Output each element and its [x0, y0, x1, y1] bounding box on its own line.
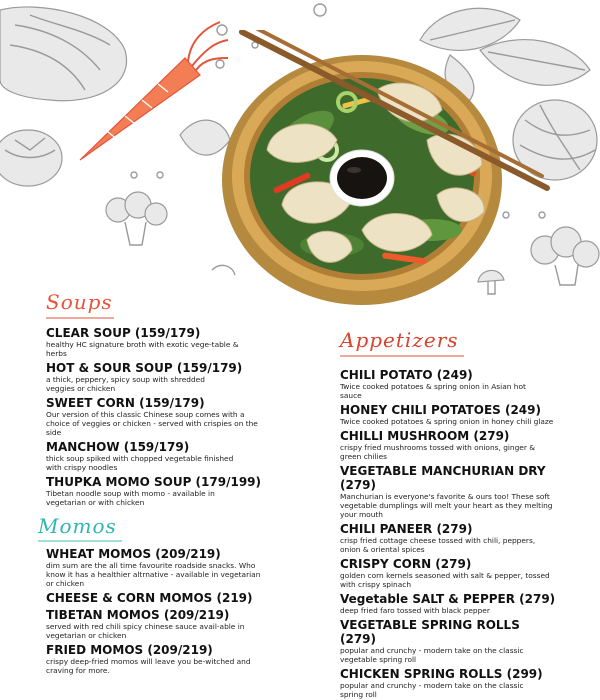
menu-item — [340, 592, 560, 615]
tomato-sketch-icon — [0, 130, 62, 186]
item-desc: Manchurian is everyone's favorite & ours too! These soft vegetable dumplings will melt your heart as they melting your mouth — [340, 492, 553, 519]
momos-heading-underline — [38, 540, 122, 542]
item-desc: popular and crunchy - modern take on the classic spring roll — [340, 681, 524, 699]
item-desc: Our version of this classic Chinese soup comes with a choice of veggies or chicken - served with crispies on the side — [46, 410, 258, 437]
item-desc: served with red chili spicy chinese sauce avail-able in vegetarian or chicken — [46, 622, 245, 640]
item-name: FRIED MOMOS (209/219) — [46, 643, 213, 657]
menu-item — [46, 440, 286, 472]
item-name: TIBETAN MOMOS (209/219) — [46, 608, 230, 622]
momos-list — [46, 547, 286, 678]
item-name: CHILI POTATO (249) — [340, 368, 473, 382]
item-name: CRISPY CORN (279) — [340, 557, 472, 571]
item-name: CHEESE & CORN MOMOS (219) — [46, 591, 253, 605]
item-desc: thick soup spiked with chopped vegetable finished with crispy noodles — [46, 454, 234, 472]
menu-item — [340, 557, 560, 589]
item-name: CHICKEN SPRING ROLLS (299) — [340, 667, 543, 681]
item-name: Vegetable SALT & PEPPER (279) — [340, 592, 556, 606]
menu-item — [46, 547, 286, 588]
item-desc: Twice cooked potatoes & spring onion in honey chili glaze — [340, 417, 554, 426]
appetizers-list — [340, 368, 560, 700]
item-desc: golden corn kernels seasoned with salt & pepper, tossed with crispy spinach — [340, 571, 550, 589]
menu-item — [340, 618, 560, 664]
menu-item — [340, 368, 560, 400]
momo-steamer-image — [212, 30, 552, 310]
item-name: WHEAT MOMOS (209/219) — [46, 547, 221, 561]
item-desc: a thick, peppery, spicy soup with shredded veggies or chicken — [46, 375, 205, 393]
item-name: HOT & SOUR SOUP (159/179) — [46, 361, 243, 375]
cabbage-sketch-icon — [0, 7, 127, 101]
item-name: VEGETABLE SPRING ROLLS (279) — [340, 618, 520, 646]
item-desc: Tibetan noodle soup with momo - available in vegetarian or with chicken — [46, 489, 215, 507]
menu-item — [340, 464, 560, 519]
menu-item — [340, 522, 560, 554]
item-desc: deep fried faro tossed with black pepper — [340, 606, 490, 615]
momos-heading: Momos — [38, 514, 117, 538]
item-name: CHILI PANEER (279) — [340, 522, 473, 536]
broccoli-sketch-icon — [106, 192, 167, 245]
appetizers-heading: Appetizers — [340, 328, 459, 352]
item-desc: crispy deep-fried momos will leave you be-witched and craving for more. — [46, 657, 251, 675]
item-desc: healthy HC signature broth with exotic vege-table & herbs — [46, 340, 239, 358]
menu-item — [46, 326, 286, 358]
menu-item — [340, 403, 560, 426]
item-name: CLEAR SOUP (159/179) — [46, 326, 201, 340]
item-desc: Twice cooked potatoes & spring onion in Asian hot sauce — [340, 382, 526, 400]
menu-item — [340, 429, 560, 461]
item-desc: crisp fried cottage cheese tossed with chili, peppers, onion & oriental spices — [340, 536, 536, 554]
item-name: CHILLI MUSHROOM (279) — [340, 429, 510, 443]
menu-item — [46, 591, 286, 605]
appetizers-heading-underline — [340, 355, 464, 357]
menu-item — [46, 643, 286, 675]
menu-item — [46, 475, 286, 507]
item-name: HONEY CHILI POTATOES (249) — [340, 403, 541, 417]
item-name: VEGETABLE MANCHURIAN DRY (279) — [340, 464, 546, 492]
menu-item — [46, 361, 286, 393]
item-desc: crispy fried mushrooms tossed with onions, ginger & green chilies — [340, 443, 536, 461]
soups-heading: Soups — [46, 290, 113, 314]
item-name: MANCHOW (159/179) — [46, 440, 190, 454]
item-desc: dim sum are the all time favourite roadside snacks. Who know it has a healthier altrnative - available in vegetarian or chicken — [46, 561, 261, 588]
soups-list — [46, 326, 286, 510]
item-name: SWEET CORN (159/179) — [46, 396, 205, 410]
menu-item — [46, 608, 286, 640]
soups-heading-underline — [46, 317, 114, 319]
item-name: THUPKA MOMO SOUP (179/199) — [46, 475, 262, 489]
item-desc: popular and crunchy - modern take on the classic vegetable spring roll — [340, 646, 524, 664]
menu-item — [46, 396, 286, 437]
menu-item — [340, 667, 560, 699]
